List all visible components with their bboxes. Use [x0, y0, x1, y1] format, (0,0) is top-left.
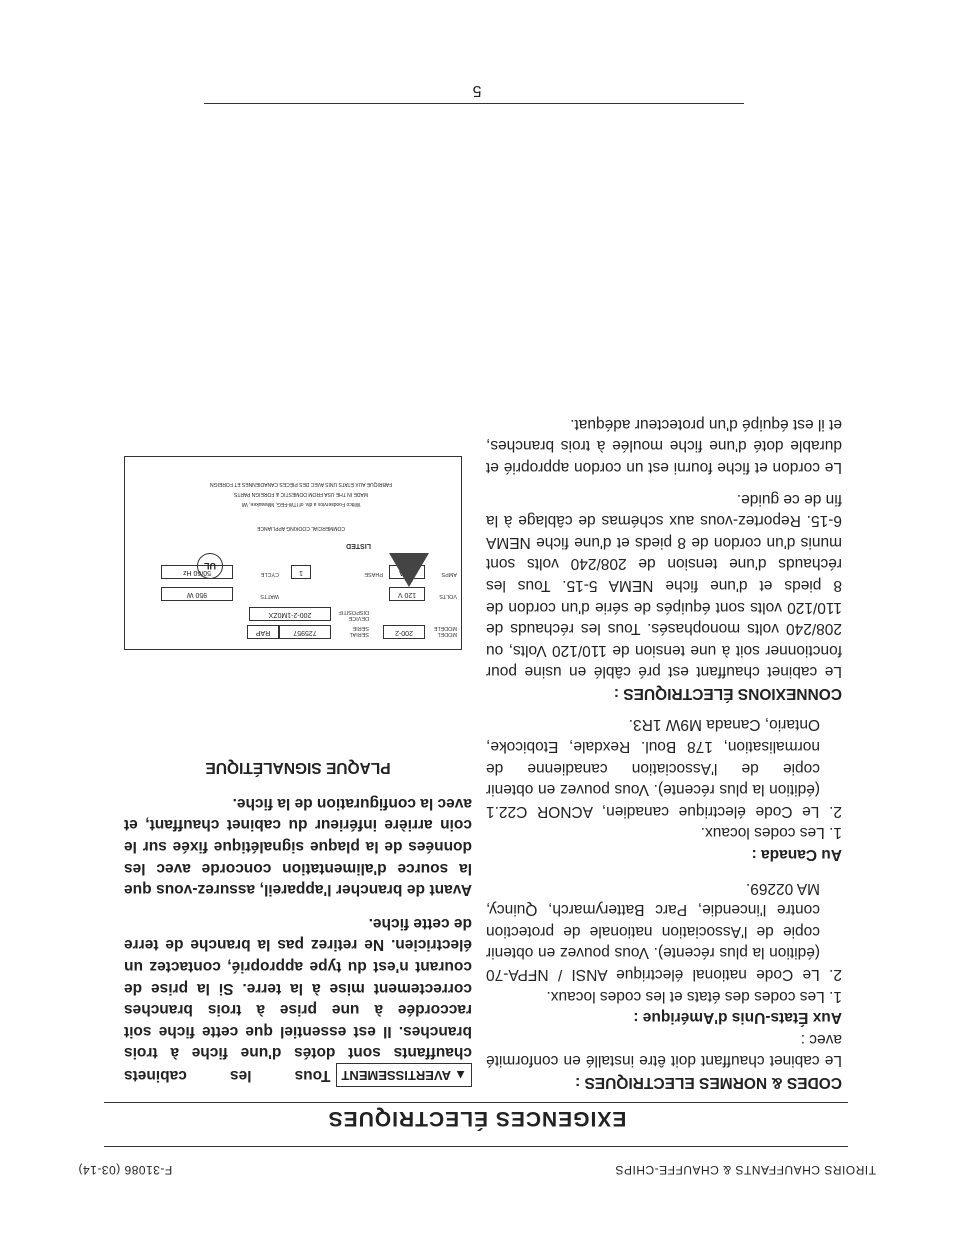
amps-label: AMPS — [441, 571, 457, 577]
phase-value: 1 — [291, 565, 311, 579]
cycle-value: 50/60 Hz — [161, 565, 233, 579]
footer-rule — [204, 103, 744, 104]
codes-heading: CODES & NORMES ELECTRIQUES : — [575, 1074, 842, 1091]
warning-text-2: Avant de brancher l'appareil, assurez-vous que la source d'alimentation concorde avec les données de la plaque signalétique fixée sur le coin arrière inférieur du cabinet chauffant, et avec la configuration de la fiche. — [124, 794, 472, 899]
canada-item: 1. Les codes locaux. — [700, 824, 842, 842]
serial-value: 725957 — [279, 625, 331, 639]
canada-heading: Au Canada : — [751, 846, 842, 864]
ul-listed-logo: UL — [197, 553, 223, 579]
plate-text-3: MADE IN THE USA FROM DOMESTIC & FOREIGN PARTS — [234, 491, 368, 497]
codes-intro: Le cabinet chauffant doit être installé en conformité avec : — [486, 1030, 842, 1070]
device-label: DEVICE DISPOSITIF — [338, 609, 369, 621]
warning-label: ▲ AVERTISSEMENT — [336, 1063, 472, 1087]
watts-value: 950 W — [161, 587, 233, 601]
phase-label: PHASE — [364, 571, 383, 577]
plate-text-4: FABRIQUÉ AUX ÉTATS UNIS AVEC DES PIÈCES CANADIENNES ET FOREIGN — [210, 481, 392, 487]
serial-label: SERIAL SÉRIE — [349, 625, 369, 637]
top-rule — [104, 1146, 848, 1147]
cycle-label: CYCLE — [260, 571, 279, 577]
page-number: 5 — [472, 82, 482, 99]
header-right: F-31086 (03-14) — [78, 1163, 173, 1177]
volts-value: 120 V — [389, 587, 425, 601]
amps-value: 7.9 A — [389, 565, 425, 579]
cord-paragraph: Le cordon et fiche fourni est un cordon approprié et durable doté d'une fiche moulée à trois branches, et il est équipé d'un protecteur adéquat. — [486, 415, 842, 476]
warning-triangle-icon — [389, 553, 429, 587]
watts-label: WATTS — [260, 593, 279, 599]
left-column — [486, 413, 842, 1093]
serial-suffix: RAP — [247, 625, 279, 639]
device-value: 200-2-1M0ZX — [249, 607, 331, 621]
title-rule — [104, 1102, 848, 1103]
page-title: EXIGENCES ÉLECTRIQUES — [327, 1107, 627, 1130]
usa-heading: Aux États-Unis d'Amérique : — [633, 1009, 842, 1027]
usa-item: 2. Le Code national électrique ANSI / NFPA-70 (édition la plus récente). Vous pouvez en obtenir copie de l'Association nationale de protection contre l'incendie, Parc Batterymarch, Quincy, MA 02269. — [486, 879, 842, 984]
right-column — [124, 757, 472, 1087]
plate-text-2: Wittco Foodservice a div. of ITW-FEG, Milwaukee, WI — [241, 501, 361, 507]
header-left: TIROIRS CHAUFFANTS & CHAUFFE-CHIPS — [614, 1163, 876, 1177]
plate-text-1: COMMERCIAL COOKING APPLIANCE — [257, 525, 345, 531]
model-label: MODEL MODÈLE — [433, 625, 457, 637]
listed-label: LISTED — [346, 542, 371, 549]
volts-label: VOLTS — [439, 593, 457, 599]
warning-text: Tous les cabinets chauffants sont dotés d'une fiche à trois branches. Il est essentiel que cette fiche soit raccordée à une prise à trois branches correctement mise à la terre. Si la prise de courant n'est du type approprié, contactez un électricien. Ne retirez pas la branche de terre de cette fiche. — [124, 914, 472, 1084]
plate-heading: PLAQUE SIGNALÉTIQUE — [205, 759, 391, 777]
model-value: 200-2 — [383, 625, 425, 639]
canada-item: 2. Le Code électrique canadien, ACNOR C22.1 (édition la plus récente). Vous pouvez en obtenir copie de l'Association canadienne de normalisation, 178 Boul. Rexdale, Etobicoke, Ontario, Canada M9W 1R3. — [486, 716, 842, 820]
connections-heading: CONNEXIONS ÉLECTRIQUES : — [613, 684, 842, 702]
usa-item: 1. Les codes des états et les codes locaux. — [546, 987, 842, 1005]
rating-plate — [124, 456, 462, 650]
connections-paragraph: Le cabinet chauffant est pré câblé en usine pour fonctionner soit à une tension de 110/120 Volts, ou 208/240 volts monophasés. Tous les réchauds de 110/120 volts sont équipés de série d'un cordon de 8 pieds et d'une fiche NEMA 5-15. Tous les réchauds d'une tension de 208/240 volts sont munis d'un cordon de 8 pieds et d'une fiche NEMA 6-15. Reportez-vous aux schémas de câblage à la fin de ce guide. — [486, 490, 842, 681]
